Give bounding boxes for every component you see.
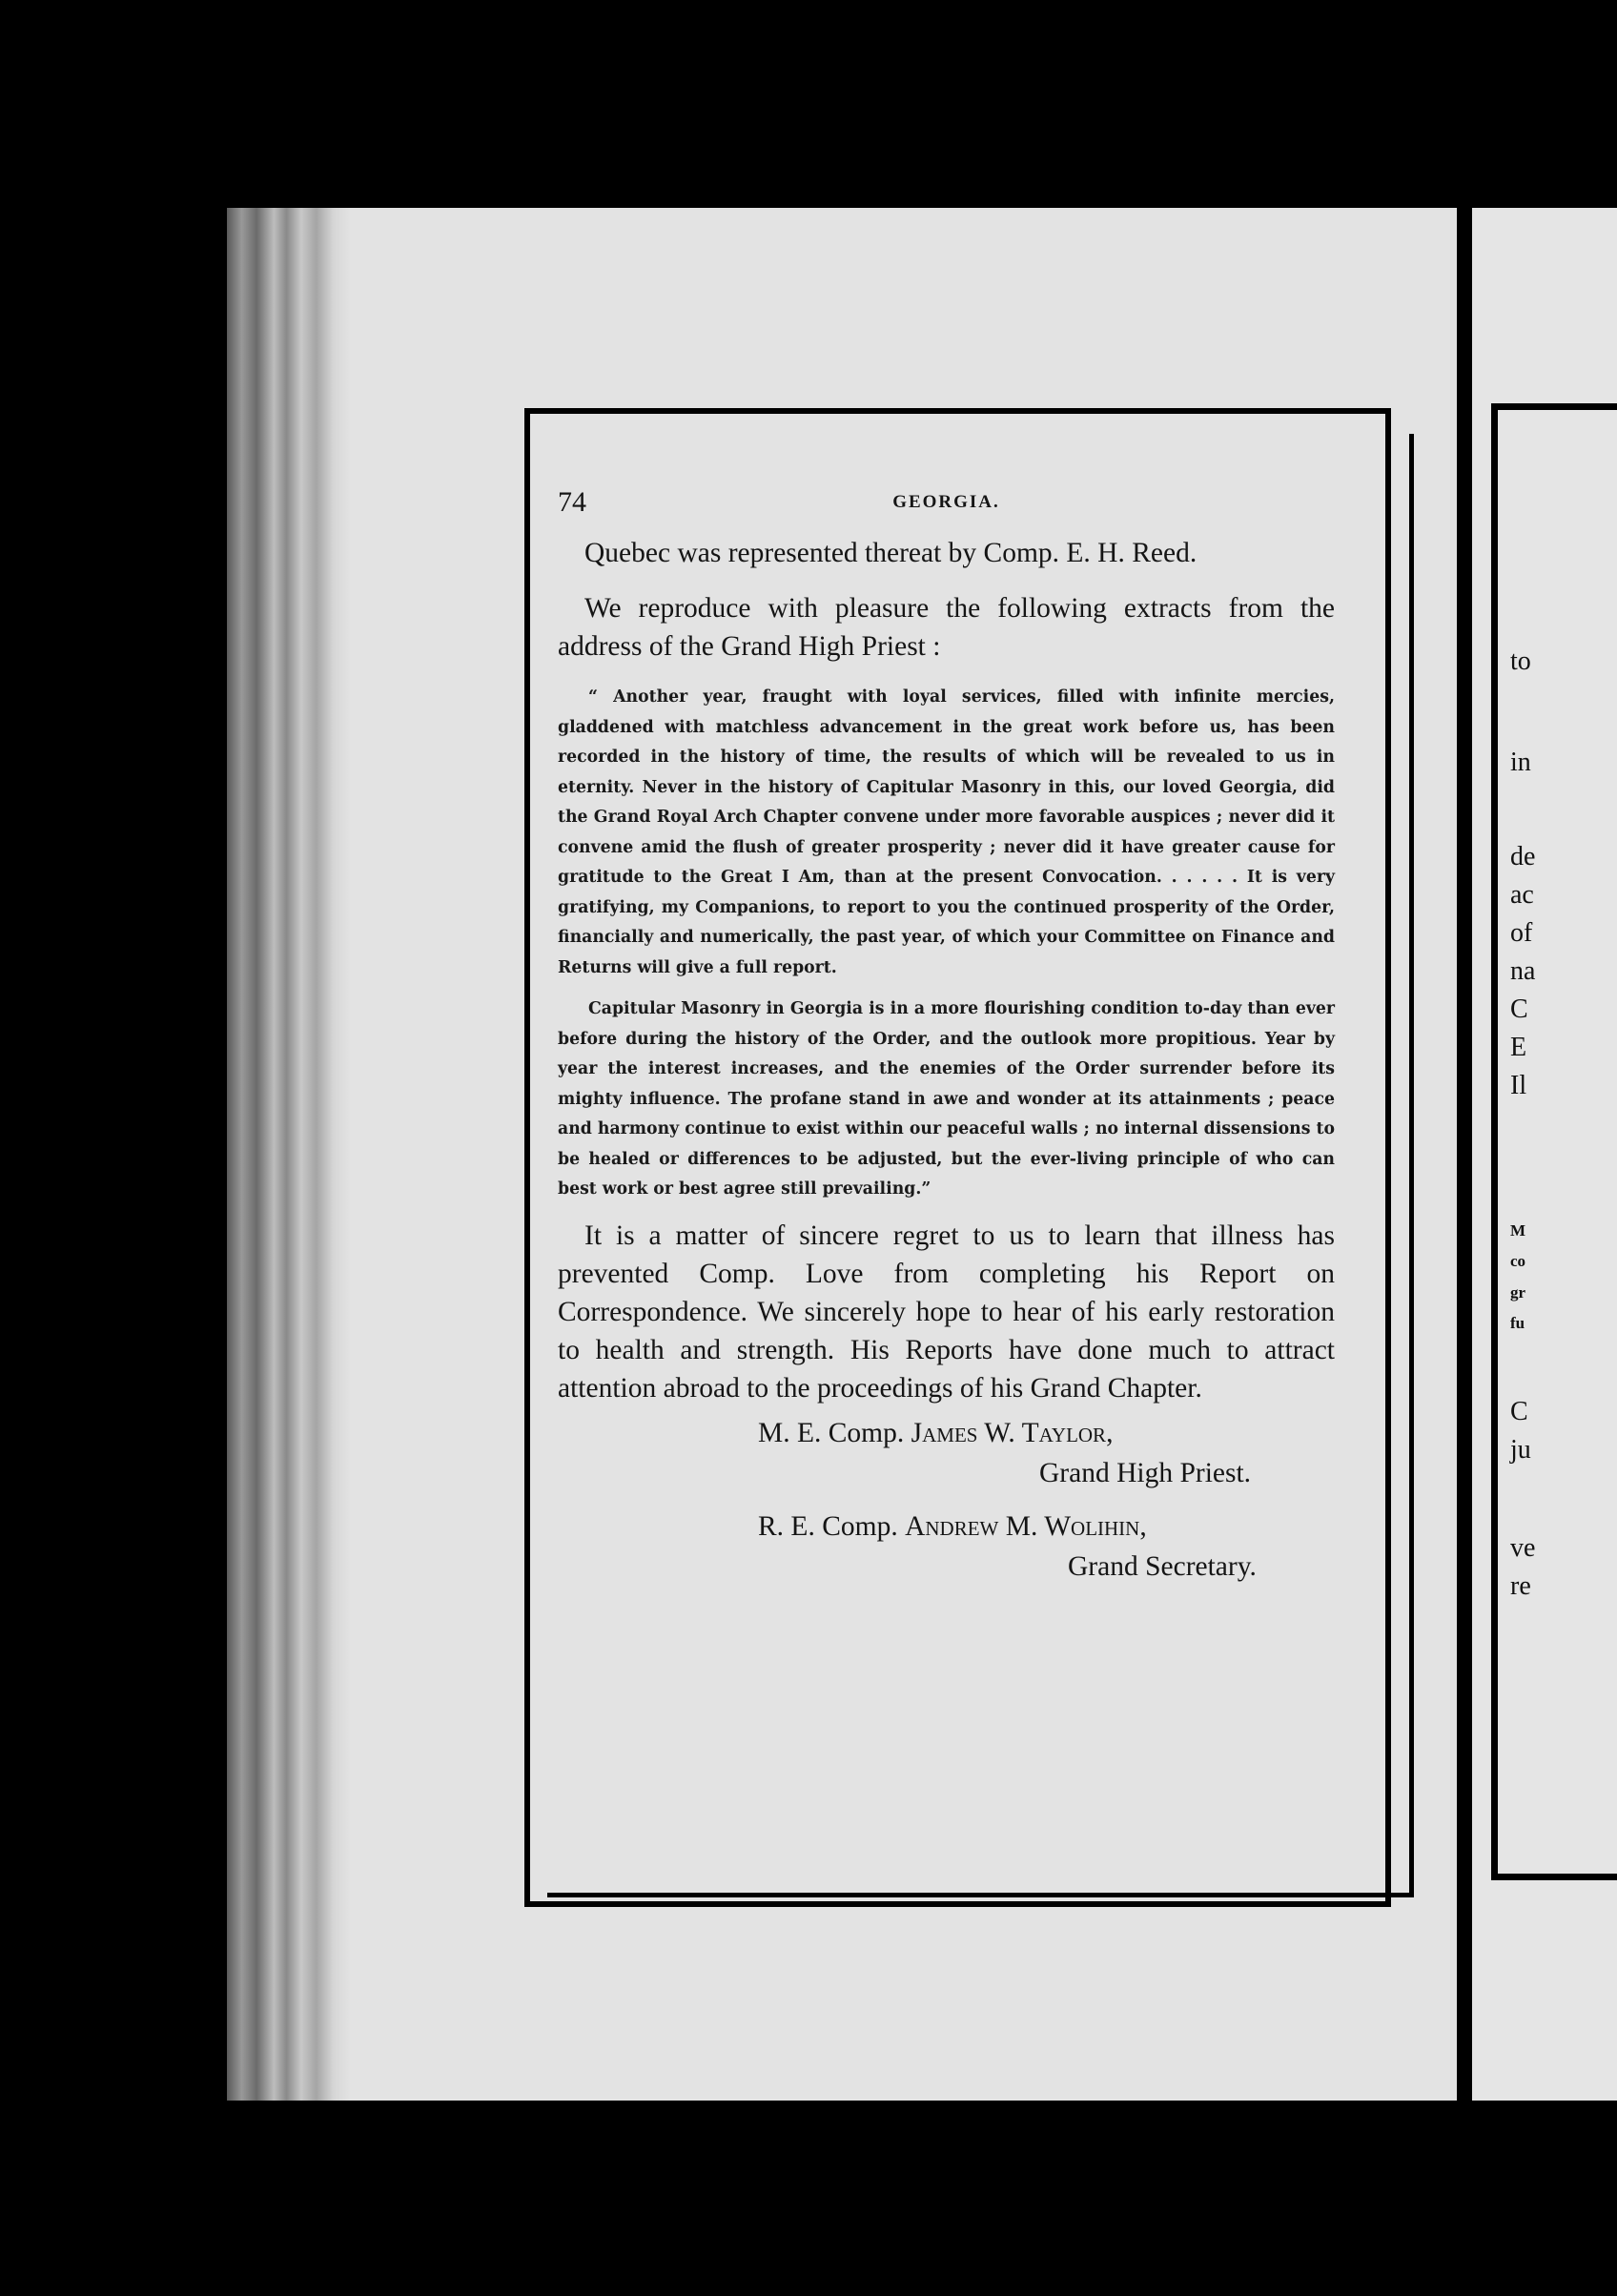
- signature-prefix: R. E. Comp.: [758, 1510, 898, 1542]
- signature-prefix: M. E. Comp.: [758, 1417, 905, 1448]
- signature-name: James W. Taylor,: [911, 1417, 1114, 1448]
- facing-fragment: M: [1510, 1221, 1526, 1240]
- quote-paragraph-2: Capitular Masonry in Georgia is in a more flourishing condition to-day than ever before during the history of the Order, and the outlook more propitious. Year by year the interest increases, and the enemies of the Order surrender before its mighty influence. The profane stand in awe and wonder at its attainments ; peace and harmony continue to exist within our peaceful walls ; no internal dissensions to be healed or differences to be adjusted, but the ever-living principle of who can best work or best agree still prevailing.”: [558, 999, 1335, 1199]
- facing-fragment: ac: [1510, 880, 1534, 910]
- facing-fragment: ve: [1510, 1533, 1536, 1563]
- facing-page: [1472, 208, 1617, 2101]
- facing-fragment: in: [1510, 748, 1531, 777]
- facing-fragment: de: [1510, 842, 1536, 871]
- facing-fragment: to: [1510, 646, 1531, 676]
- facing-fragment: gr: [1510, 1283, 1526, 1302]
- facing-fragment: ju: [1510, 1435, 1531, 1465]
- page-title: GEORGIA.: [892, 492, 1000, 512]
- paragraph-regret: It is a matter of sincere regret to us to learn that illness has prevented Comp. Love from completing his Report on Correspondence. We sincerely hope to hear of his early restoration to health and strength. His Reports have done much to attract attention abroad to the proceedings of his Grand Chapter.: [558, 1220, 1335, 1404]
- facing-fragment: C: [1510, 1397, 1528, 1426]
- quote-paragraph-1: “ Another year, fraught with loyal services, filled with infinite mercies, gladdened with matchless advancement in the great work before us, has been recorded in the history of time, the results of which will be revealed to us in eternity. Never in the history of Capitular Masonry in this, our loved Georgia, did the Grand Royal Arch Chapter convene under more favorable auspices ; never did it convene amid the flush of greater prosperity ; never did it have greater cause for gratitude to the Great I Am, than at the present Convocation. . . . . . It is very gratifying, my Companions, to report to you the continued prosperity of the Order, financially and numerically, the past year, of which your Committee on Finance and Returns will give a full report.: [558, 687, 1335, 977]
- paragraph-quebec: Quebec was represented thereat by Comp. E. H. Reed.: [584, 538, 1197, 568]
- facing-fragment: Il: [1510, 1071, 1527, 1100]
- signature-name-line: [558, 1507, 1335, 1547]
- signature-name: Andrew M. Wolihin,: [905, 1510, 1147, 1542]
- facing-fragment: na: [1510, 956, 1536, 986]
- signature-title: Grand High Priest.: [1039, 1457, 1252, 1488]
- facing-fragment: co: [1510, 1252, 1526, 1270]
- facing-page-frame: [1491, 403, 1617, 1880]
- page-edges: [227, 208, 351, 2101]
- page-content: [558, 486, 1335, 1587]
- facing-fragment: of: [1510, 918, 1533, 948]
- running-head: [558, 486, 1335, 524]
- facing-fragment: re: [1510, 1571, 1531, 1601]
- page-number: 74: [558, 486, 586, 518]
- book-gutter: [1457, 208, 1472, 2101]
- signature-block: [558, 1413, 1335, 1587]
- facing-fragment: fu: [1510, 1314, 1525, 1332]
- facing-fragment: E: [1510, 1033, 1527, 1062]
- signature-title: Grand Secretary.: [1068, 1550, 1257, 1582]
- signature-name-line: [558, 1413, 1335, 1453]
- paragraph-intro: We reproduce with pleasure the following extracts from the address of the Grand High Priest :: [558, 593, 1335, 662]
- facing-fragment: C: [1510, 994, 1528, 1024]
